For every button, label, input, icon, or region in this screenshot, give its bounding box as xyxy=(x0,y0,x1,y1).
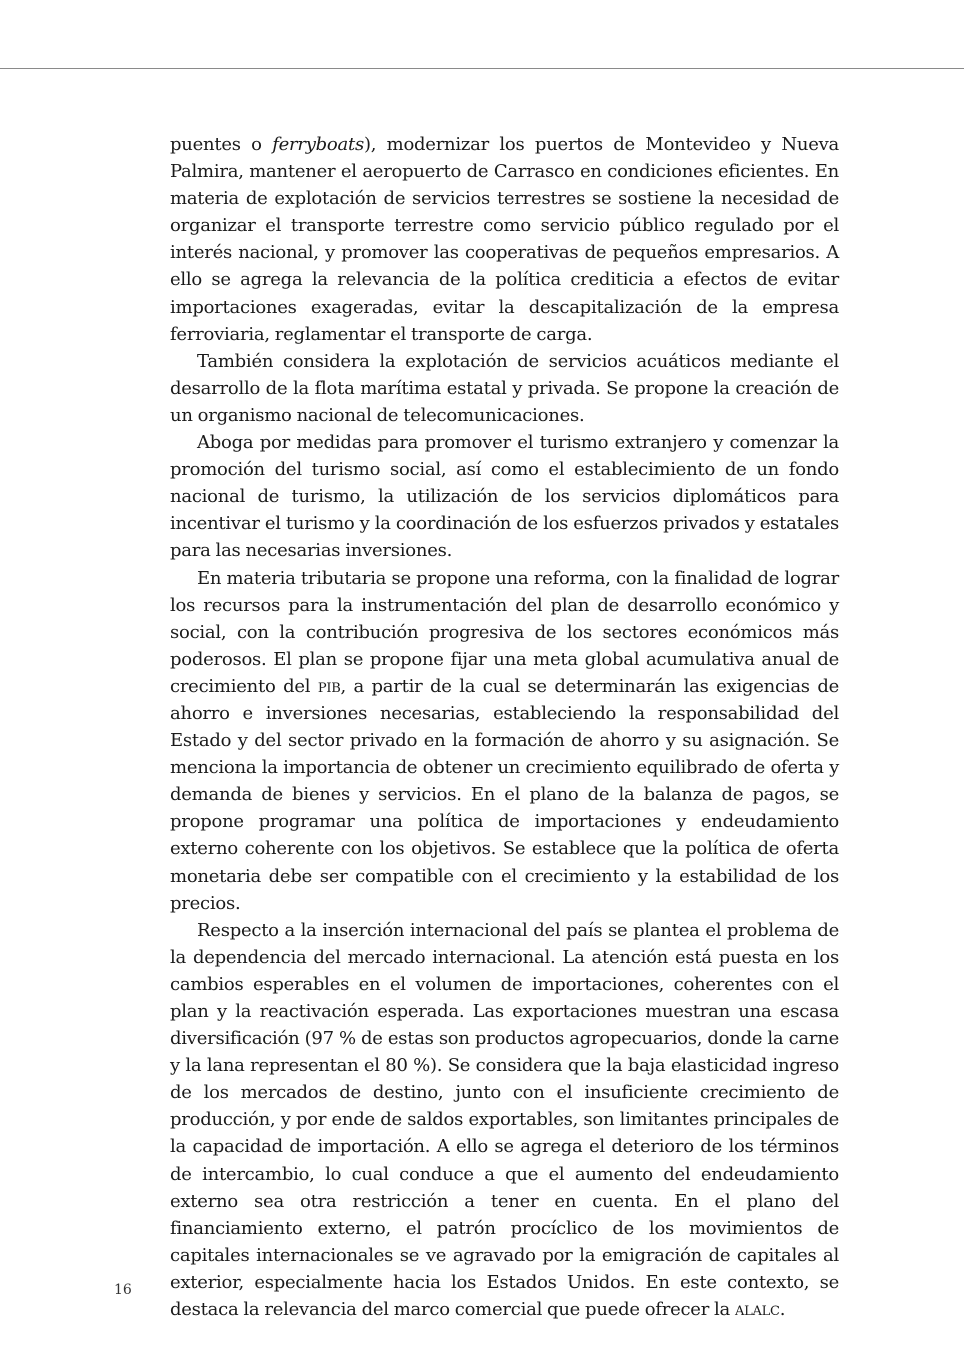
text-run: Aboga por medidas para promover el turismo extranjero y comenzar la promoción del turismo social, así como el establecimiento de un fondo nacional de turismo, la utilización de los servicios diplomáticos para incentivar el turismo y la coordinación de los esfuerzos privados y estatales para las necesarias inversiones. xyxy=(170,432,839,562)
header-rule xyxy=(0,68,964,69)
text-run: En materia tributaria se propone una reforma, con la finalidad de lograr los recursos para la instrumentación del plan de desarrollo económico y social, con la contribución progresiva de los sectores económicos más poderosos. El plan se propone fijar una meta global acumulativa anual de crecimiento del xyxy=(170,567,839,697)
italic-term: ferryboats xyxy=(272,134,364,155)
text-run: . xyxy=(779,1299,786,1321)
paragraph xyxy=(170,917,839,1323)
body-text xyxy=(170,131,839,1323)
acronym: pib xyxy=(317,675,341,697)
text-run: ), modernizar los puertos de Montevideo y Nueva Palmira, mantener el aeropuerto de Carrasco en condiciones eficientes. En materia de explotación de servicios terrestres se sostiene la necesidad de organizar el transporte terrestre como servicio público regulado por el interés nacional, y promover las cooperativas de pequeños empresarios. A ello se agrega la relevancia de la política crediticia a efectos de evitar importaciones exageradas, evitar la descapitalización de la empresa ferroviaria, reglamentar el transporte de carga. xyxy=(170,134,839,345)
paragraph xyxy=(170,429,839,564)
paragraph xyxy=(170,565,839,917)
paragraph xyxy=(170,131,839,348)
page-number: 16 xyxy=(114,1282,132,1298)
acronym: alalc xyxy=(735,1299,780,1321)
text-run: También considera la explotación de servicios acuáticos mediante el desarrollo de la flota marítima estatal y privada. Se propone la creación de un organismo nacional de telecomunicaciones. xyxy=(170,350,839,426)
text-run: Respecto a la inserción internacional del país se plantea el problema de la dependencia del mercado internacional. La atención está puesta en los cambios esperables en el volumen de importaciones, coherentes con el plan y la reactivación esperada. Las exportaciones muestran una escasa diversificación (97 % de estas son productos agropecuarios, donde la carne y la lana representan el 80 %). Se considera que la baja elasticidad ingreso de los mercados de destino, junto con el insuficiente crecimiento de producción, y por ende de saldos exportables, son limitantes principales de la capacidad de importación. A ello se agrega el deterioro de los términos de intercambio, lo cual conduce a que el aumento del endeudamiento externo sea otra restricción a tener en cuenta. En el plano del financiamiento externo, el patrón procíclico de los movimientos de capitales internacionales se ve agravado por la emigración de capitales al exterior, especialmente hacia los Estados Unidos. En este contexto, se destaca la relevancia del marco comercial que puede ofrecer la xyxy=(170,919,839,1321)
text-run: , a partir de la cual se determinarán las exigencias de ahorro e inversiones necesarias, estableciendo la responsabilidad del Estado y del sector privado en la formación de ahorro y su asignación. Se menciona la importancia de obtener un crecimiento equilibrado de oferta y demanda de bienes y servicios. En el plano de la balanza de pagos, se propone programar una política de importaciones y endeudamiento externo coherente con los objetivos. Se establece que la política de oferta monetaria debe ser compatible con el crecimiento y la estabilidad de los precios. xyxy=(170,675,839,914)
paragraph xyxy=(170,348,839,429)
text-run: puentes o xyxy=(170,134,273,155)
